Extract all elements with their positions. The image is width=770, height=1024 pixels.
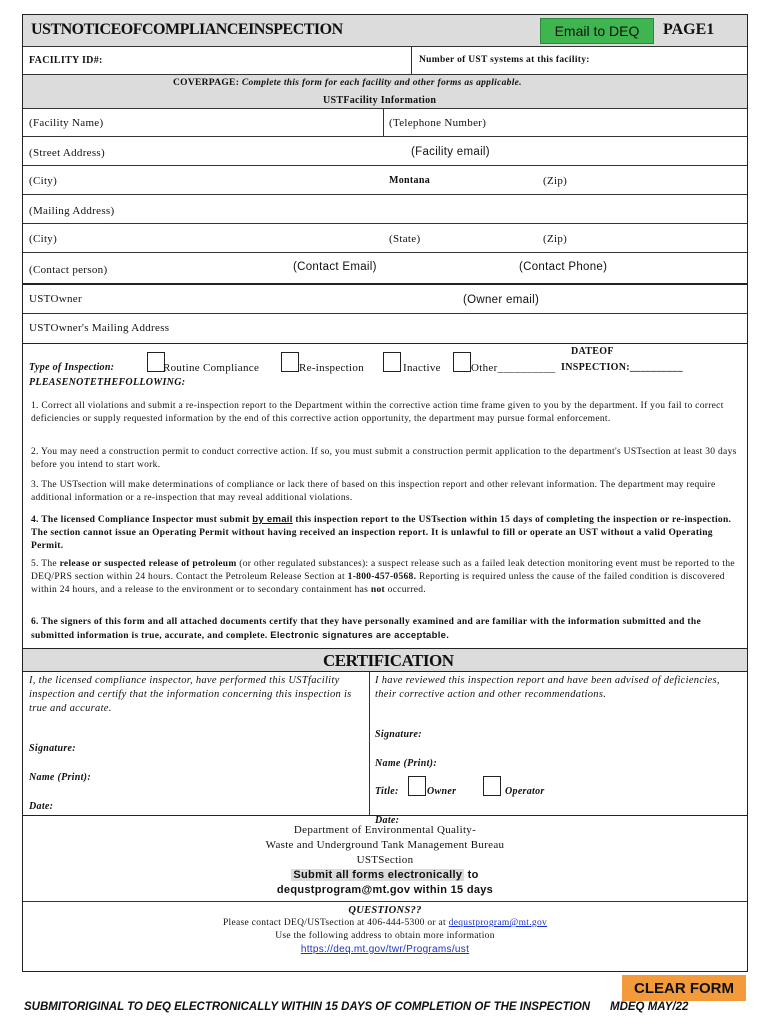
owner-date-field[interactable]: Date: — [375, 815, 400, 826]
owner-email-field[interactable]: (Owner email) — [463, 294, 540, 306]
reinspection-checkbox[interactable] — [281, 352, 299, 372]
contact-line — [23, 917, 747, 930]
street-row[interactable] — [23, 137, 747, 166]
inactive-label: Inactive — [403, 362, 441, 374]
facility-info-heading: USTFacility Information — [323, 95, 437, 106]
owner-signature-field[interactable]: Signature: — [375, 729, 422, 740]
city-row[interactable] — [23, 166, 747, 195]
other-checkbox[interactable] — [453, 352, 471, 372]
mailing-address-field[interactable]: (Mailing Address) — [29, 205, 115, 217]
inspection-type-section — [23, 344, 747, 394]
note-5-not: not — [370, 585, 385, 595]
contact-email-link[interactable]: dequstprogram@mt.gov — [448, 918, 548, 928]
department-line-3: USTSection — [356, 854, 414, 866]
owner-checkbox-label: Owner — [427, 786, 457, 797]
facility-id-label: FACILITY ID#: — [29, 55, 103, 66]
department-line-1: Department of Environmental Quality- — [293, 824, 477, 836]
email-deadline-line: dequstprogram@mt.gov within 15 days — [276, 884, 494, 896]
note-1: 1. Correct all violations and submit a re-inspection report to the Department within the corrective action time frame given to you by the department. If you fail to correct deficiencies or supply requested information by the end of this corrective action opportunity, the department may pursue formal enforcement. — [31, 401, 724, 424]
footer-revision: MDEQ MAY/22 — [610, 1001, 689, 1013]
note-4-text-b: this inspection report to the USTsection within 15 days of completing the inspection or re-inspection. The section cannot issue an Operating Permit without having received an inspection report. It is unlawful to fill or operate an UST without a valid Operating Permit. — [31, 515, 732, 551]
clear-form-button[interactable]: CLEAR FORM — [622, 975, 746, 1001]
contact-text: Please contact DEQ/USTsection at 406-444-5300 or at — [222, 918, 449, 928]
questions-block — [23, 901, 747, 956]
ust-systems-label: Number of UST systems at this facility: — [419, 55, 590, 65]
cover-page-row — [23, 75, 747, 109]
facility-id-row — [23, 47, 747, 75]
owner-checkbox[interactable] — [408, 776, 426, 796]
department-block — [23, 823, 747, 898]
inspector-signature-field[interactable]: Signature: — [29, 743, 76, 754]
mailing-city-field[interactable]: (City) — [29, 233, 58, 245]
please-note-heading: PLEASENOTETHEFOLLOWING: — [29, 377, 186, 388]
note-4-text-a: 4. The licensed Compliance Inspector must submit — [31, 515, 253, 525]
inspector-date-field[interactable]: Date: — [29, 801, 54, 812]
certification-header — [23, 648, 747, 672]
note-3: 3. The USTsection will make determinations of compliance or lack there of based on this inspection report and other relevant information. The department may require additional information or a re-inspection that may reveal additional violations. — [31, 480, 716, 503]
note-6-electronic-signatures: Electronic signatures are acceptable. — [270, 630, 450, 641]
certification-heading: CERTIFICATION — [323, 651, 454, 670]
form-title: USTNOTICEOFCOMPLIANCEINSPECTION — [31, 21, 343, 38]
facility-name-row[interactable] — [23, 109, 747, 137]
inspection-type-label: Type of Inspection: — [29, 362, 115, 373]
cover-page-label: COVERPAGE: — [173, 78, 240, 88]
mailing-row[interactable] — [23, 195, 747, 224]
questions-heading: QUESTIONS?? — [348, 905, 422, 916]
telephone-field[interactable]: (Telephone Number) — [389, 117, 487, 129]
zip-field[interactable]: (Zip) — [543, 175, 568, 187]
department-line-2: Waste and Underground Tank Management Bureau — [265, 839, 505, 851]
ust-owner-row[interactable] — [23, 284, 747, 314]
owner-mailing-field[interactable]: USTOwner's Mailing Address — [29, 322, 170, 334]
note-4 — [31, 513, 741, 553]
contact-row[interactable] — [23, 253, 747, 284]
email-to-deq-button[interactable]: Email to DEQ — [540, 18, 654, 44]
routine-compliance-label: Routine Compliance — [163, 362, 260, 374]
form-header — [23, 15, 747, 47]
note-5-text-a: 5. The — [31, 559, 60, 569]
inspector-name-field[interactable]: Name (Print): — [29, 772, 91, 783]
date-of-label: DATEOF — [571, 346, 614, 357]
note-5-text-b: (or other regulated substances): a suspect release such as a failed leak detection monitoring event must be reported to the DEQ/PRS section within 24 hours. Contact the Petroleum Release Section at — [31, 559, 735, 582]
contact-person-field[interactable]: (Contact person) — [29, 264, 108, 276]
note-5-phone: 1-800-457-0568. — [347, 572, 417, 582]
reinspection-label: Re-inspection — [299, 362, 364, 374]
note-5-bold: release or suspected release of petroleum — [59, 559, 237, 569]
note-4-by-email: by email — [252, 514, 293, 525]
facility-email-field[interactable]: (Facility email) — [411, 146, 490, 158]
program-url-link[interactable]: https://deq.mt.gov/twr/Programs/ust — [300, 944, 470, 955]
contact-email-field[interactable]: (Contact Email) — [293, 261, 377, 273]
note-5-text-c: Reporting is required unless the cause of the failed condition is discovered within 24 hours, and a release to the environment or to secondary containment has — [31, 572, 725, 595]
divider — [411, 47, 412, 75]
mailing-city-row[interactable] — [23, 224, 747, 253]
street-address-field[interactable]: (Street Address) — [29, 147, 105, 159]
divider — [369, 672, 370, 815]
note-5 — [31, 558, 741, 597]
owner-statement: I have reviewed this inspection report and have been advised of deficiencies, their corrective action and other recommendations. — [375, 675, 720, 700]
inactive-checkbox[interactable] — [383, 352, 401, 372]
cover-page-text: Complete this form for each facility and other forms as applicable. — [239, 78, 522, 88]
submit-line — [23, 868, 747, 883]
submit-highlight: Submit all forms electronically — [293, 869, 463, 881]
page-label: PAGE1 — [663, 21, 715, 38]
address-line: Use the following address to obtain more information — [275, 931, 495, 941]
other-label[interactable]: Other__________ — [471, 362, 556, 374]
note-6 — [31, 616, 741, 643]
ust-owner-field[interactable]: USTOwner — [29, 293, 82, 305]
divider — [383, 109, 384, 137]
note-6-text-a: 6. The signers of this form and all attached documents certify that they have personally examined and are familiar with the information submitted and the submitted information is true, accurate, and complete. — [31, 617, 701, 641]
note-2: 2. You may need a construction permit to conduct corrective action. If so, you must submit a construction permit application to the department's USTsection at least 30 days before you intend to start work. — [31, 447, 737, 470]
operator-checkbox[interactable] — [483, 776, 501, 796]
title-label: Title: — [375, 786, 399, 797]
operator-checkbox-label: Operator — [505, 786, 545, 797]
state-value: Montana — [389, 175, 430, 186]
owner-mailing-row[interactable] — [23, 314, 747, 344]
compliance-form — [22, 14, 748, 972]
facility-name-field[interactable]: (Facility Name) — [29, 117, 104, 129]
contact-phone-field[interactable]: (Contact Phone) — [519, 261, 608, 273]
inspection-date-field[interactable]: INSPECTION:__________ — [561, 362, 683, 373]
owner-name-field[interactable]: Name (Print): — [375, 758, 437, 769]
note-5-text-d: occurred. — [384, 585, 426, 595]
inspector-statement: I, the licensed compliance inspector, have performed this USTfacility inspection and certify that the information concerning this inspection is true and accurate. — [29, 675, 352, 714]
certification-body — [23, 672, 747, 826]
submit-to: to — [464, 869, 479, 881]
footer-instruction: SUBMITORIGINAL TO DEQ ELECTRONICALLY WITHIN 15 DAYS OF COMPLETION OF THE INSPECTION — [24, 1001, 591, 1013]
city-field[interactable]: (City) — [29, 175, 58, 187]
mailing-state-field[interactable]: (State) — [389, 233, 421, 245]
cover-page-note — [173, 78, 522, 88]
mailing-zip-field[interactable]: (Zip) — [543, 233, 568, 245]
